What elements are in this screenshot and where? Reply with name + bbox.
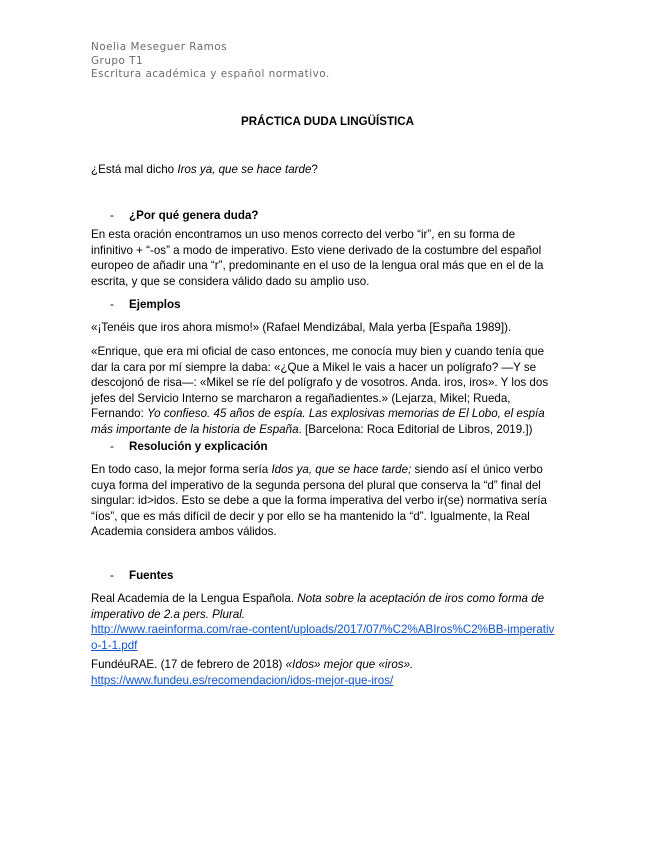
- example-2: [91, 344, 561, 438]
- source-1-link[interactable]: http://www.raeinforma.com/rae-content/uploads/2017/07/%C2%ABIros%C2%BB-imperativ: [91, 623, 555, 637]
- resolution-line: “íos”, que es más difícil de decir y por ello se ha mantenido la “d”. Igualmente, la Real: [91, 509, 530, 523]
- resolution-paragraph: [91, 462, 561, 540]
- example-2-line: jefes del Servicio Interno se marcharon a regañadientes.» (Lejarza, Mikel; Rueda,: [91, 391, 511, 405]
- resolution-line: Academia considera ambos válidos.: [91, 525, 277, 539]
- example-2-line: descojonó de risa—: «Mikel se ríe del polígrafo y de vosotros. Anda. iros, iros». Y los dos: [91, 376, 549, 390]
- section-heading-examples: - Ejemplos: [110, 298, 181, 311]
- resolution-line: singular: id>idos. Esto se debe a que la forma imperativa del verbo ir(se) normativa sería: [91, 494, 547, 508]
- group-name: Grupo T1: [91, 54, 144, 67]
- example-2-line: «Enrique, que era mi oficial de caso entonces, me conocía muy bien y cuando tenía que: [91, 345, 545, 358]
- source-1-link-continued[interactable]: o-1-1.pdf: [91, 638, 138, 652]
- question-line: ¿Está mal dicho Iros ya, que se hace tarde?: [91, 163, 318, 176]
- why-line: infinitivo + “-os” a modo de imperativo. Esto viene derivado de la costumbre del español: [91, 243, 542, 257]
- section-heading-resolution: - Resolución y explicación: [110, 440, 268, 453]
- section-heading-sources: - Fuentes: [110, 569, 174, 582]
- section-heading-why: - ¿Por qué genera duda?: [110, 209, 259, 222]
- author-name: Noelia Meseguer Ramos: [91, 41, 228, 53]
- why-line: En esta oración encontramos un uso menos correcto del verbo “ir”, en su forma de: [91, 228, 516, 241]
- source-1: Real Academia de la Lengua Española. Nota sobre la aceptación de iros como forma de imperativo de 2.a pers. Plural. http://www.raeinforma.com/rae-content/uploads/2017/07/%C2%ABIros%C2%BB-imperativ o-1-1.pdf: [91, 592, 555, 652]
- why-line: europeo de añadir una “r”, predominante en el uso de la lengua oral más que en el de la: [91, 259, 544, 273]
- example-2-line: Fernando: Yo confieso. 45 años de espía. Las explosivas memorias de El Lobo, el espía: [91, 407, 545, 421]
- why-line: escrita, y que se considera válido dado su amplio uso.: [91, 274, 370, 288]
- source-2: FundéuRAE. (17 de febrero de 2018) «Idos» mejor que «iros». https://www.fundeu.es/recomendacion/idos-mejor-que-iros/: [91, 658, 414, 687]
- course-name: Escritura académica y español normativo.: [91, 68, 330, 81]
- why-paragraph: [91, 227, 561, 289]
- example-2-line: más importante de la historia de España. [Barcelona: Roca Editorial de Libros, 2019.]): [91, 422, 533, 436]
- resolution-line: cuya forma del imperativo de la segunda persona del plural que conserva la “d” final del: [91, 478, 541, 492]
- page-title: PRÁCTICA DUDA LINGÜÍSTICA: [240, 115, 415, 128]
- example-2-line: dar la cara por mí siempre la daba: «¿Que a Mikel le vais a hacer un polígrafo? —Y se: [91, 360, 537, 374]
- source-2-link[interactable]: https://www.fundeu.es/recomendacion/idos-mejor-que-iros/: [91, 673, 394, 687]
- document-header: [91, 41, 330, 82]
- example-1: «¡Tenéis que iros ahora mismo!» (Rafael Mendizábal, Mala yerba [España 1989]).: [91, 321, 512, 334]
- resolution-line: En todo caso, la mejor forma sería Idos ya, que se hace tarde; siendo así el único verbo: [91, 463, 543, 476]
